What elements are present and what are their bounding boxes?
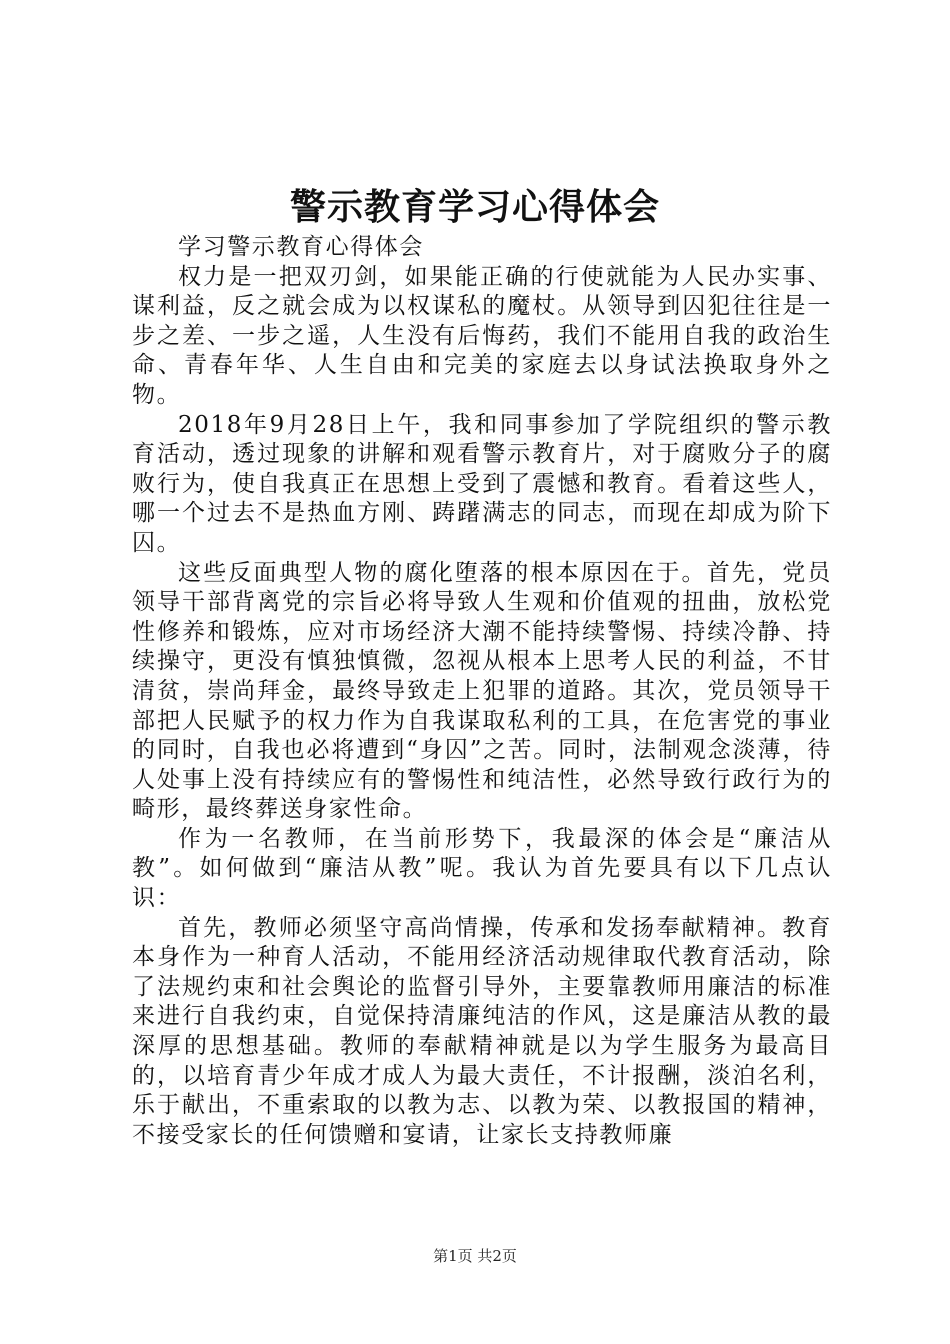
paragraph: 权力是一把双刃剑，如果能正确的行使就能为人民办实事、谋利益，反之就会成为以权谋私的魔杖。从领导到囚犯往往是一步之差、一步之遥，人生没有后悔药，我们不能用自我的政治生命、青春年华、人生自由和完美的家庭去以身试法换取身外之物。 xyxy=(132,263,832,408)
document-body xyxy=(132,233,832,1150)
page-number-footer: 第1页 共2页 xyxy=(433,1247,517,1265)
paragraph: 作为一名教师，在当前形势下，我最深的体会是“廉洁从教”。如何做到“廉洁从教”呢。我认为首先要具有以下几点认识： xyxy=(132,825,832,912)
paragraph-subtitle: 学习警示教育心得体会 xyxy=(178,234,424,260)
paragraph: 首先，教师必须坚守高尚情操，传承和发扬奉献精神。教育本身作为一种育人活动，不能用经济活动规律取代教育活动，除了法规约束和社会舆论的监督引导外，主要靠教师用廉洁的标准来进行自我约束，自觉保持清廉纯洁的作风，这是廉洁从教的最深厚的思想基础。教师的奉献精神就是以为学生服务为最高目的，以培育青少年成才成人为最大责任，不计报酬，淡泊名利，乐于献出，不重索取的以教为志、以教为荣、以教报国的精神，不接受家长的任何馈赠和宴请，让家长支持教师廉 xyxy=(132,914,832,1148)
paragraph: 2018年9月28日上午，我和同事参加了学院组织的警示教育活动，透过现象的讲解和观看警示教育片，对于腐败分子的腐败行为，使自我真正在思想上受到了震憾和教育。看着这些人，哪一个过去不是热血方刚、踌躇满志的同志，而现在却成为阶下囚。 xyxy=(132,411,832,556)
paragraph: 这些反面典型人物的腐化堕落的根本原因在于。首先，党员领导干部背离党的宗旨必将导致人生观和价值观的扭曲，放松党性修养和锻炼，应对市场经济大潮不能持续警惕、持续冷静、持续操守，更没有慎独慎微，忽视从根本上思考人民的利益，不甘清贫，崇尚拜金，最终导致走上犯罪的道路。其次，党员领导干部把人民赋予的权力作为自我谋取私利的工具，在危害党的事业的同时，自我也必将遭到“身囚”之苦。同时，法制观念淡薄，待人处事上没有持续应有的警惕性和纯洁性，必然导致行政行为的畸形，最终葬送身家性命。 xyxy=(132,559,832,823)
document-title: 警示教育学习心得体会 xyxy=(289,186,660,228)
